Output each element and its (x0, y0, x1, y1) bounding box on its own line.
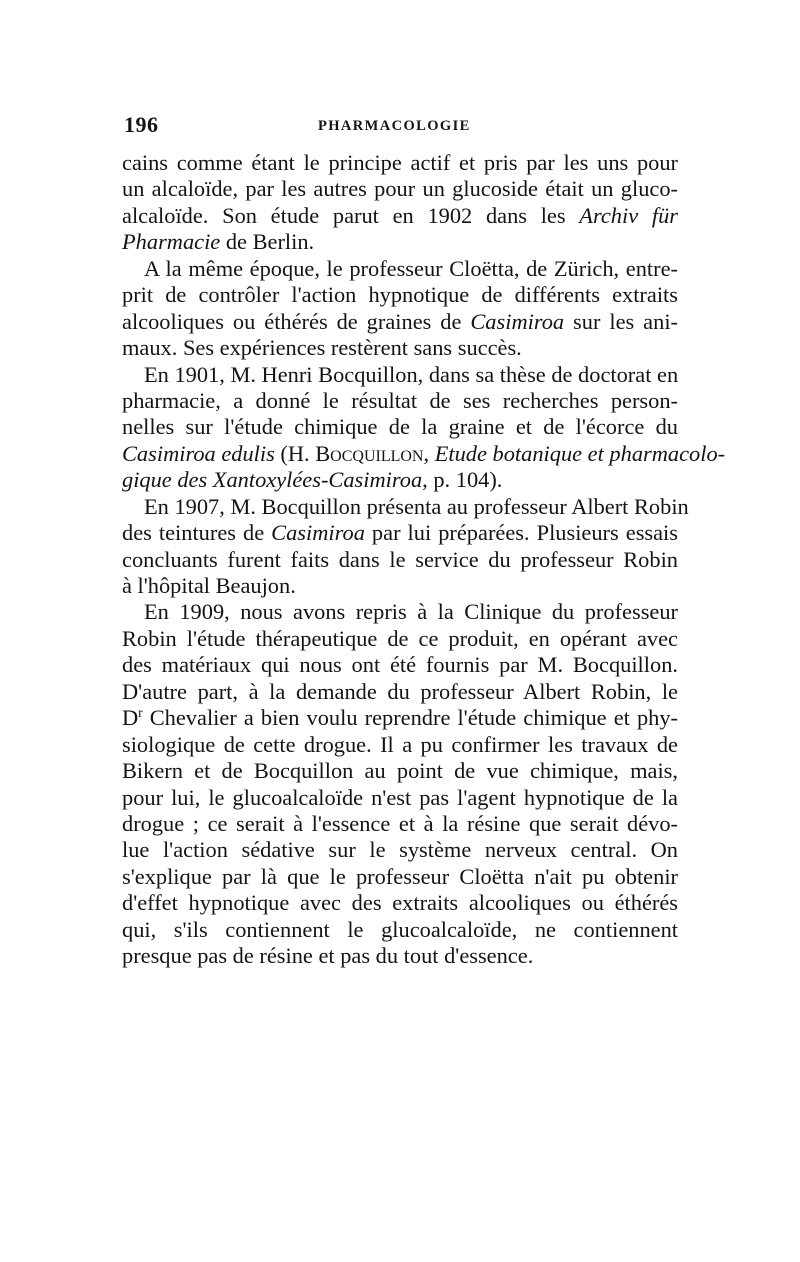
text-line: s'explique par là que le professeur Cloëtta n'ait pu obtenir (122, 863, 678, 889)
body-text (122, 150, 726, 970)
text-line: d'effet hypnotique avec des extraits alcooliques ou éthérés (122, 890, 678, 916)
text-line: un alcaloïde, par les autres pour un glucoside était un gluco- (122, 176, 678, 202)
text-line: alcooliques ou éthérés de graines de Casimiroa sur les ani- (122, 308, 678, 334)
text-line: $D^r$ Chevalier a bien voulu reprendre l'étude chimique et phy- (122, 705, 678, 731)
text-line: alcaloïde. Son étude parut en 1902 dans les Archiv für (122, 202, 678, 228)
text-line: Casimiroa edulis (H. Bocquillon, Etude botanique et pharmacolo- (122, 440, 726, 466)
text-line: prit de contrôler l'action hypnotique de différents extraits (122, 282, 678, 308)
text-line: nelles sur l'étude chimique de la graine et de l'écorce du (122, 414, 678, 440)
page-number: 196 (124, 112, 159, 137)
text-line: A la même époque, le professeur Cloëtta, de Zürich, entre- (144, 255, 678, 281)
text-line: D'autre part, à la demande du professeur Albert Robin, le (122, 678, 678, 704)
text-line: pour lui, le glucoalcaloïde n'est pas l'agent hypnotique de la (122, 784, 678, 810)
text-line: En 1907, M. Bocquillon présenta au professeur Albert Robin (144, 493, 689, 519)
text-line: siologique de cette drogue. Il a pu confirmer les travaux de (122, 731, 678, 757)
text-line: des matériaux qui nous ont été fournis par M. Bocquillon. (122, 652, 678, 678)
page-header (122, 112, 677, 146)
text-line: Robin l'étude thérapeutique de ce produit, en opérant avec (122, 625, 678, 651)
text-line: drogue ; ce serait à l'essence et à la résine que serait dévo- (122, 810, 678, 836)
text-line: qui, s'ils contiennent le glucoalcaloïde, ne contiennent (122, 916, 678, 942)
text-line: lue l'action sédative sur le système nerveux central. On (122, 837, 678, 863)
text-line: à l'hôpital Beaujon. (122, 573, 296, 598)
text-line: En 1909, nous avons repris à la Clinique du professeur (144, 599, 678, 625)
text-line: Pharmacie de Berlin. (122, 229, 315, 255)
text-line: maux. Ses expériences restèrent sans succès. (122, 335, 522, 361)
running-title: PHARMACOLOGIE (318, 118, 471, 134)
text-line: presque pas de résine et pas du tout d'essence. (122, 943, 534, 969)
text-line: gique des Xantoxylées-Casimiroa, p. 104). (122, 467, 503, 493)
text-line: Bikern et de Bocquillon au point de vue chimique, mais, (122, 758, 678, 784)
text-line: concluants furent faits dans le service du professeur Robin (122, 546, 678, 572)
text-line: des teintures de Casimiroa par lui préparées. Plusieurs essais (122, 520, 678, 546)
text-line: pharmacie, a donné le résultat de ses recherches person- (122, 387, 678, 413)
text-line: cains comme étant le principe actif et pris par les uns pour (122, 150, 678, 175)
text-line: En 1901, M. Henri Bocquillon, dans sa thèse de doctorat en (144, 361, 679, 387)
